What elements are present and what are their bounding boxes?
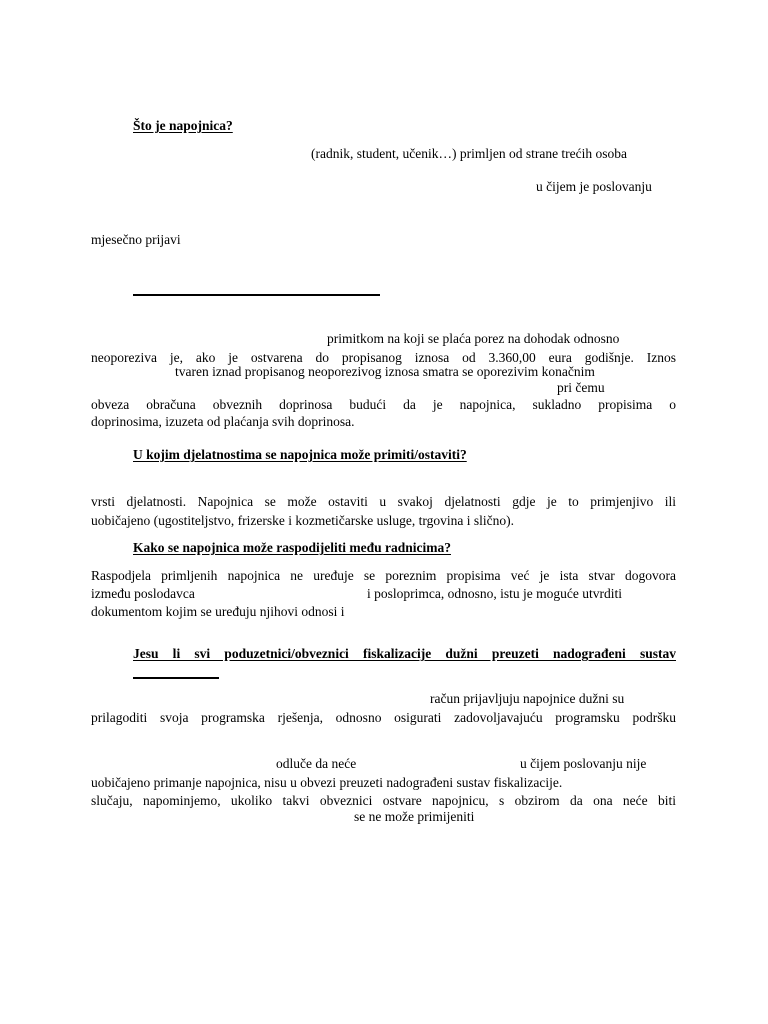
section-divider xyxy=(133,294,380,296)
paragraph-line: (radnik, student, učenik…) primljen od strane trećih osoba xyxy=(311,146,628,161)
heading-distribution: Kako se napojnica može raspodijeliti među radnicima? xyxy=(133,540,451,555)
heading-underline-continuation xyxy=(133,677,219,679)
paragraph-line: račun prijavljuju napojnice dužni su xyxy=(430,691,625,706)
paragraph-line: između poslodavca xyxy=(91,586,195,601)
paragraph-line: obveza obračuna obveznih doprinosa budući da je napojnica, sukladno propisima o xyxy=(91,397,676,412)
paragraph-line: odluče da neće xyxy=(276,756,357,771)
paragraph-line: u čijem poslovanju nije xyxy=(520,756,647,771)
paragraph-line: pri čemu xyxy=(557,380,605,395)
paragraph-line: se ne može primijeniti xyxy=(354,809,475,824)
paragraph-line: mjesečno prijavi xyxy=(91,232,181,247)
paragraph-line: doprinosima, izuzeta od plaćanja svih doprinosa. xyxy=(91,414,355,429)
paragraph-line: dokumentom kojim se uređuju njihovi odnosi i xyxy=(91,604,345,619)
paragraph-line: uobičajeno (ugostiteljstvo, frizerske i kozmetičarske usluge, trgovina i slično). xyxy=(91,513,515,528)
heading-fiscalization: Jesu li svi poduzetnici/obveznici fiskalizacije dužni preuzeti nadograđeni sustav xyxy=(133,646,676,661)
paragraph-line: i posloprimca, odnosno, istu je moguće utvrditi xyxy=(367,586,622,601)
heading-activities: U kojim djelatnostima se napojnica može primiti/ostaviti? xyxy=(133,447,467,462)
paragraph-line: vrsti djelatnosti. Napojnica se može ostaviti u svakoj djelatnosti gdje je to primjenjivo ili xyxy=(91,494,676,509)
heading-what-is-tip: Što je napojnica? xyxy=(133,118,233,133)
paragraph-line: u čijem je poslovanju xyxy=(536,179,652,194)
paragraph-line: primitkom na koji se plaća porez na dohodak odnosno xyxy=(327,331,620,346)
paragraph-line: Raspodjela primljenih napojnica ne uređuje se poreznim propisima već je ista stvar dogovora xyxy=(91,568,676,583)
paragraph-line: uobičajeno primanje napojnica, nisu u obvezi preuzeti nadograđeni sustav fiskalizacije. xyxy=(91,775,563,790)
paragraph-line: tvaren iznad propisanog neoporezivog iznosa smatra se oporezivim konačnim xyxy=(175,364,595,379)
paragraph-line: neoporeziva je, ako je ostvarena do propisanog iznosa od 3.360,00 eura godišnje. Iznos xyxy=(91,350,676,365)
paragraph-line: slučaju, napominjemo, ukoliko takvi obveznici ostvare napojnicu, s obzirom da ona neće biti xyxy=(91,793,676,808)
paragraph-line: prilagoditi svoja programska rješenja, odnosno osigurati zadovoljavajuću programsku podršku xyxy=(91,710,676,725)
